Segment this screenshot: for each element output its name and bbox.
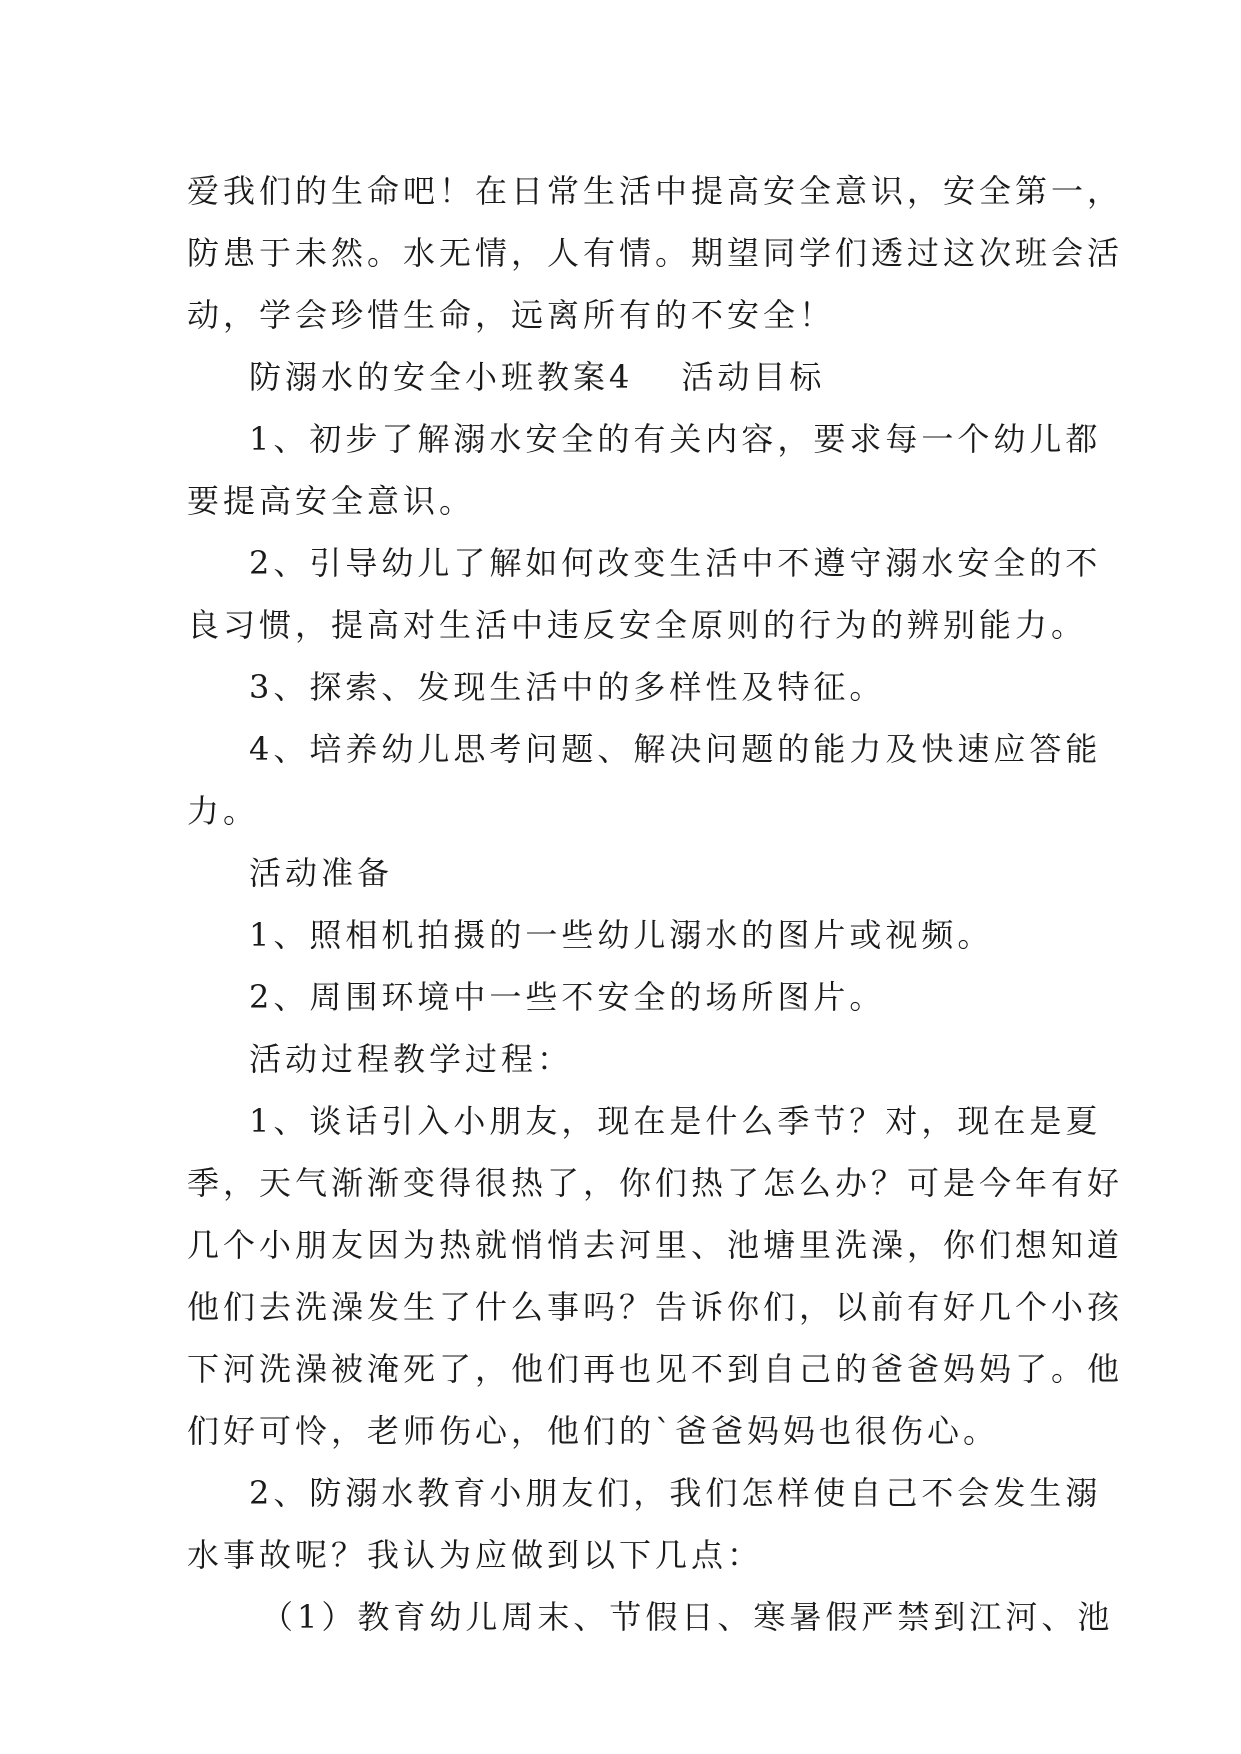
body-line: 力。 — [187, 792, 260, 830]
body-line: 4、培养幼儿思考问题、解决问题的能力及快速应答能 — [249, 730, 1102, 768]
body-line: 他们去洗澡发生了什么事吗？告诉你们，以前有好几个小孩 — [187, 1288, 1124, 1326]
body-line: 们好可怜，老师伤心，他们的`爸爸妈妈也很伤心。 — [187, 1412, 1000, 1450]
body-line: 水事故呢？我认为应做到以下几点： — [187, 1536, 764, 1574]
body-line: 爱我们的生命吧！在日常生活中提高安全意识，安全第一， — [187, 172, 1124, 210]
body-line: 要提高安全意识。 — [187, 482, 476, 520]
body-line: 1、照相机拍摄的一些幼儿溺水的图片或视频。 — [249, 916, 994, 954]
body-line: （1）教育幼儿周末、节假日、寒暑假严禁到江河、池 — [261, 1598, 1114, 1636]
body-line: 2、防溺水教育小朋友们，我们怎样使自己不会发生溺 — [249, 1474, 1102, 1512]
body-line: 良习惯，提高对生活中违反安全原则的行为的辨别能力。 — [187, 606, 1088, 644]
subheading-activity-goals: 活动目标 — [681, 358, 826, 396]
body-line: 1、初步了解溺水安全的有关内容，要求每一个幼儿都 — [249, 420, 1102, 458]
body-line: 下河洗澡被淹死了，他们再也见不到自己的爸爸妈妈了。他 — [187, 1350, 1124, 1388]
body-line: 动，学会珍惜生命，远离所有的不安全！ — [187, 296, 836, 334]
section-title: 防溺水的安全小班教案4 — [249, 358, 634, 396]
body-line: 几个小朋友因为热就悄悄去河里、池塘里洗澡，你们想知道 — [187, 1226, 1124, 1264]
document-body — [187, 160, 1124, 1648]
body-line: 2、引导幼儿了解如何改变生活中不遵守溺水安全的不 — [249, 544, 1102, 582]
section-heading-line — [187, 346, 1067, 408]
body-line: 防患于未然。水无情，人有情。期望同学们透过这次班会活 — [187, 234, 1124, 272]
body-line: 2、周围环境中一些不安全的场所图片。 — [249, 978, 886, 1016]
body-line: 1、谈话引入小朋友，现在是什么季节？对，现在是夏 — [249, 1102, 1102, 1140]
body-line: 季，天气渐渐变得很热了，你们热了怎么办？可是今年有好 — [187, 1164, 1124, 1202]
subheading-activity-process: 活动过程教学过程： — [249, 1040, 574, 1078]
subheading-activity-preparation: 活动准备 — [249, 854, 394, 892]
body-line: 3、探索、发现生活中的多样性及特征。 — [249, 668, 886, 706]
